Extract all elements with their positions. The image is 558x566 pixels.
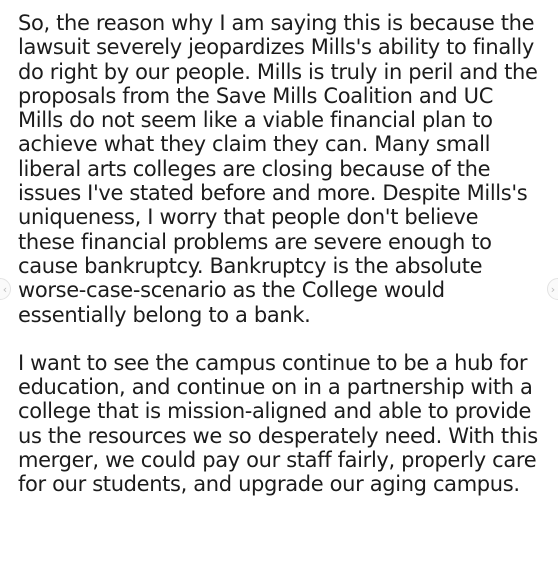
next-slide-button[interactable] (547, 278, 558, 300)
chevron-left-icon: ‹ (2, 282, 8, 296)
previous-slide-button[interactable] (0, 278, 11, 300)
paragraph-1: So, the reason why I am saying this is because the lawsuit severely jeopardizes Mills's ability to finally do right by our people. Mills is truly in peril and the proposals from the Save Mills Coalition and UC Mills do not seem like a viable financial plan to achieve what they claim they can. Many small liberal arts colleges are closing because of the issues I've stated before and more. Despite Mills's uniqueness, I worry that people don't believe these financial problems are severe enough to cause bankruptcy. Bankruptcy is the absolute worse-case-scenario as the College would essentially belong to a bank. (18, 11, 538, 327)
paragraph-2: I want to see the campus continue to be a hub for education, and continue on in a partnership with a college that is mission-aligned and able to provide us the resources we so desperately need. With this merger, we could pay our staff fairly, properly care for our students, and upgrade our aging campus. (18, 350, 538, 497)
post-text (18, 11, 548, 497)
chevron-right-icon: › (550, 282, 556, 296)
